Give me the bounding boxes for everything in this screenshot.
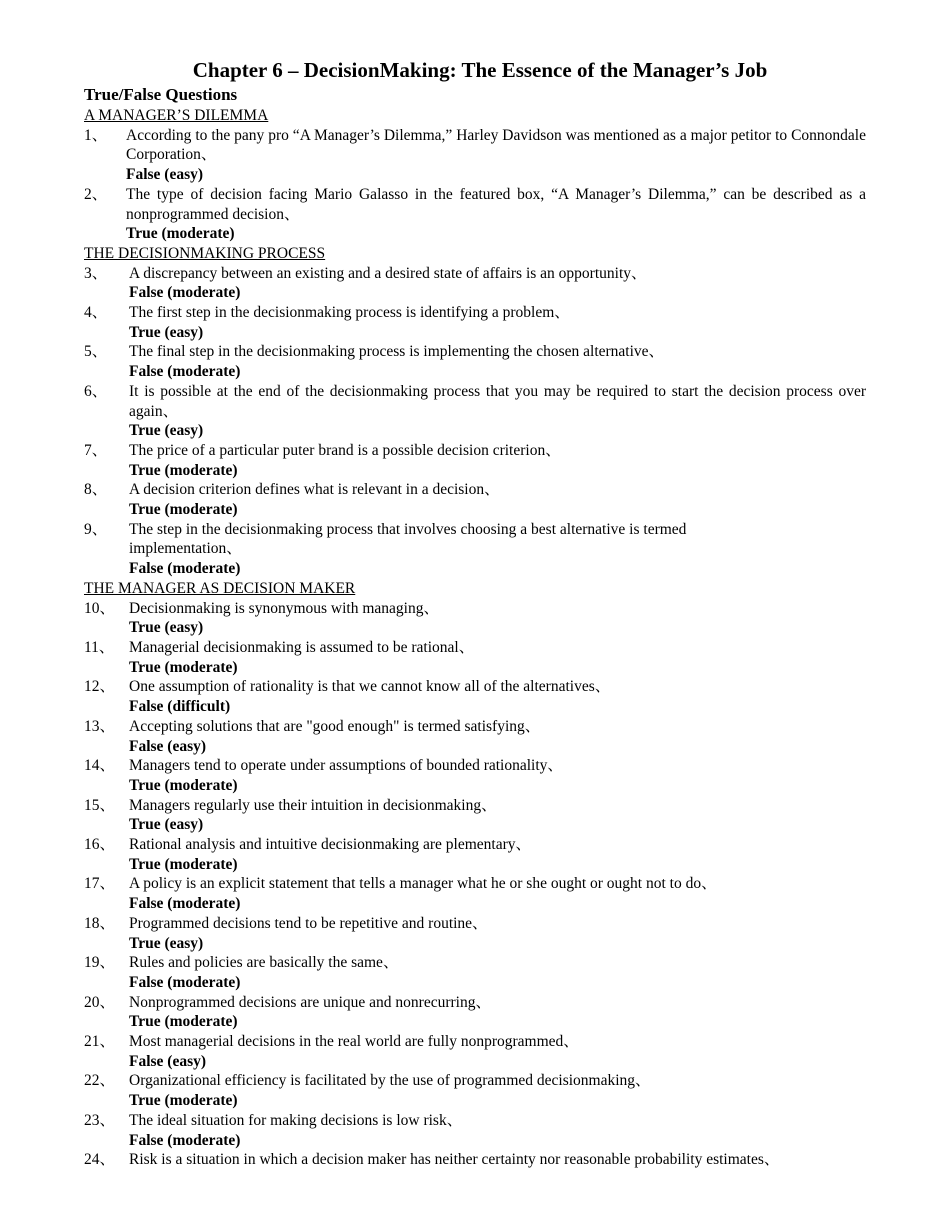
question-item (84, 914, 866, 953)
question-item (84, 756, 866, 795)
question-answer: False (easy) (126, 166, 204, 184)
document-page (84, 56, 866, 1170)
question-item (84, 874, 866, 913)
question-number: 8、 (84, 481, 108, 499)
question-answer: True (moderate) (129, 1092, 238, 1110)
question-item (84, 599, 866, 638)
question-item (84, 1032, 866, 1071)
section-heading: A MANAGER’S DILEMMA (84, 107, 269, 124)
question-text: Rules and policies are basically the same、 (129, 954, 399, 972)
question-number: 7、 (84, 441, 108, 459)
question-answer: False (moderate) (129, 973, 241, 991)
question-number: 15、 (84, 796, 116, 814)
question-item (84, 638, 866, 677)
question-text: The final step in the decisionmaking process is implementing the chosen alternative、 (129, 343, 665, 361)
question-answer: True (moderate) (129, 855, 238, 873)
question-number: 22、 (84, 1072, 116, 1090)
question-item (84, 264, 866, 303)
question-answer: True (moderate) (129, 776, 238, 794)
question-item (84, 677, 866, 716)
question-type-heading: True/False Questions (84, 85, 238, 104)
question-answer: False (moderate) (129, 1131, 241, 1149)
question-item (84, 382, 866, 441)
question-number: 14、 (84, 757, 116, 775)
question-answer: True (moderate) (129, 461, 238, 479)
question-number: 12、 (84, 678, 116, 696)
question-text: Organizational efficiency is facilitated by the use of programmed decisionmaking、 (129, 1072, 651, 1090)
question-text: A decision criterion defines what is relevant in a decision、 (129, 481, 500, 499)
question-number: 9、 (84, 520, 108, 538)
question-item (84, 1150, 866, 1170)
question-answer: False (easy) (129, 737, 207, 755)
question-answer: False (moderate) (129, 284, 241, 302)
question-item (84, 1071, 866, 1110)
question-text: Programmed decisions tend to be repetitive and routine、 (129, 914, 488, 932)
question-text: A policy is an explicit statement that tells a manager what he or she ought or ought not to do、 (129, 875, 717, 893)
question-answer: False (difficult) (129, 698, 231, 716)
question-answer: False (moderate) (129, 895, 241, 913)
question-answer: True (easy) (129, 816, 204, 834)
question-item (84, 520, 866, 579)
question-text: Managers tend to operate under assumptions of bounded rationality、 (129, 757, 563, 775)
section-heading: THE DECISIONMAKING PROCESS (84, 244, 326, 262)
question-number: 18、 (84, 914, 116, 932)
question-answer: True (moderate) (129, 1013, 238, 1031)
question-number: 1、 (84, 126, 108, 144)
question-item (84, 953, 866, 992)
question-item (84, 1111, 866, 1150)
question-number: 5、 (84, 343, 108, 361)
question-text: Accepting solutions that are "good enough" is termed satisfying、 (129, 717, 541, 735)
chapter-title: Chapter 6 – DecisionMaking: The Essence of the Manager’s Job (192, 58, 768, 82)
question-number: 19、 (84, 954, 116, 972)
question-text: Most managerial decisions in the real world are fully nonprogrammed、 (129, 1033, 579, 1051)
question-answer: False (moderate) (129, 363, 241, 381)
section-heading: THE MANAGER AS DECISION MAKER (84, 579, 356, 597)
question-text: Risk is a situation in which a decision maker has neither certainty nor reasonable probability estimates、 (129, 1151, 780, 1169)
question-item (84, 835, 866, 874)
question-answer: True (moderate) (129, 501, 238, 519)
question-number: 6、 (84, 382, 108, 400)
question-text: Decisionmaking is synonymous with managing、 (129, 599, 439, 617)
question-number: 24、 (84, 1151, 116, 1169)
question-item (84, 441, 866, 480)
question-answer: False (moderate) (129, 560, 241, 578)
question-text: According to the pany pro “A Manager’s Dilemma,” Harley Davidson was mentioned as a major petitor to Connondale Corporation、 (126, 126, 866, 164)
question-item (84, 342, 866, 381)
question-text: One assumption of rationality is that we cannot know all of the alternatives、 (129, 678, 611, 696)
question-number: 10、 (84, 599, 116, 617)
question-text: The price of a particular puter brand is a possible decision criterion、 (129, 441, 561, 459)
question-text: The type of decision facing Mario Galasso in the featured box, “A Manager’s Dilemma,” can be described as a nonprogrammed decision、 (126, 185, 866, 223)
question-item (84, 185, 866, 244)
question-number: 17、 (84, 875, 116, 893)
question-item (84, 480, 866, 519)
question-text: A discrepancy between an existing and a desired state of affairs is an opportunity、 (129, 264, 647, 282)
question-text: Nonprogrammed decisions are unique and nonrecurring、 (129, 993, 491, 1011)
question-number: 16、 (84, 836, 116, 854)
question-number: 2、 (84, 185, 108, 203)
question-text: The first step in the decisionmaking process is identifying a problem、 (129, 304, 570, 322)
question-answer: True (moderate) (129, 658, 238, 676)
question-answer: True (easy) (129, 422, 204, 440)
question-answer: True (moderate) (126, 225, 235, 243)
question-answer: True (easy) (129, 619, 204, 637)
question-answer: True (easy) (129, 323, 204, 341)
question-number: 20、 (84, 993, 116, 1011)
question-item (84, 717, 866, 756)
question-number: 11、 (84, 638, 115, 656)
question-item (84, 303, 866, 342)
question-text: Managers regularly use their intuition in decisionmaking、 (129, 796, 497, 814)
question-number: 13、 (84, 717, 116, 735)
question-item (84, 993, 866, 1032)
question-item (84, 796, 866, 835)
question-text: Managerial decisionmaking is assumed to be rational、 (129, 638, 475, 656)
question-answer: True (easy) (129, 934, 204, 952)
question-number: 21、 (84, 1033, 116, 1051)
question-number: 4、 (84, 304, 108, 322)
question-text: The ideal situation for making decisions is low risk、 (129, 1111, 463, 1129)
question-text: It is possible at the end of the decisionmaking process that you may be required to start the decision process over again、 (129, 382, 866, 420)
question-text: The step in the decisionmaking process that involves choosing a best alternative is termed implementation、 (129, 520, 687, 558)
question-item (84, 126, 866, 185)
question-answer: False (easy) (129, 1052, 207, 1070)
question-text: Rational analysis and intuitive decisionmaking are plementary、 (129, 836, 532, 854)
question-number: 3、 (84, 264, 108, 282)
question-number: 23、 (84, 1111, 116, 1129)
